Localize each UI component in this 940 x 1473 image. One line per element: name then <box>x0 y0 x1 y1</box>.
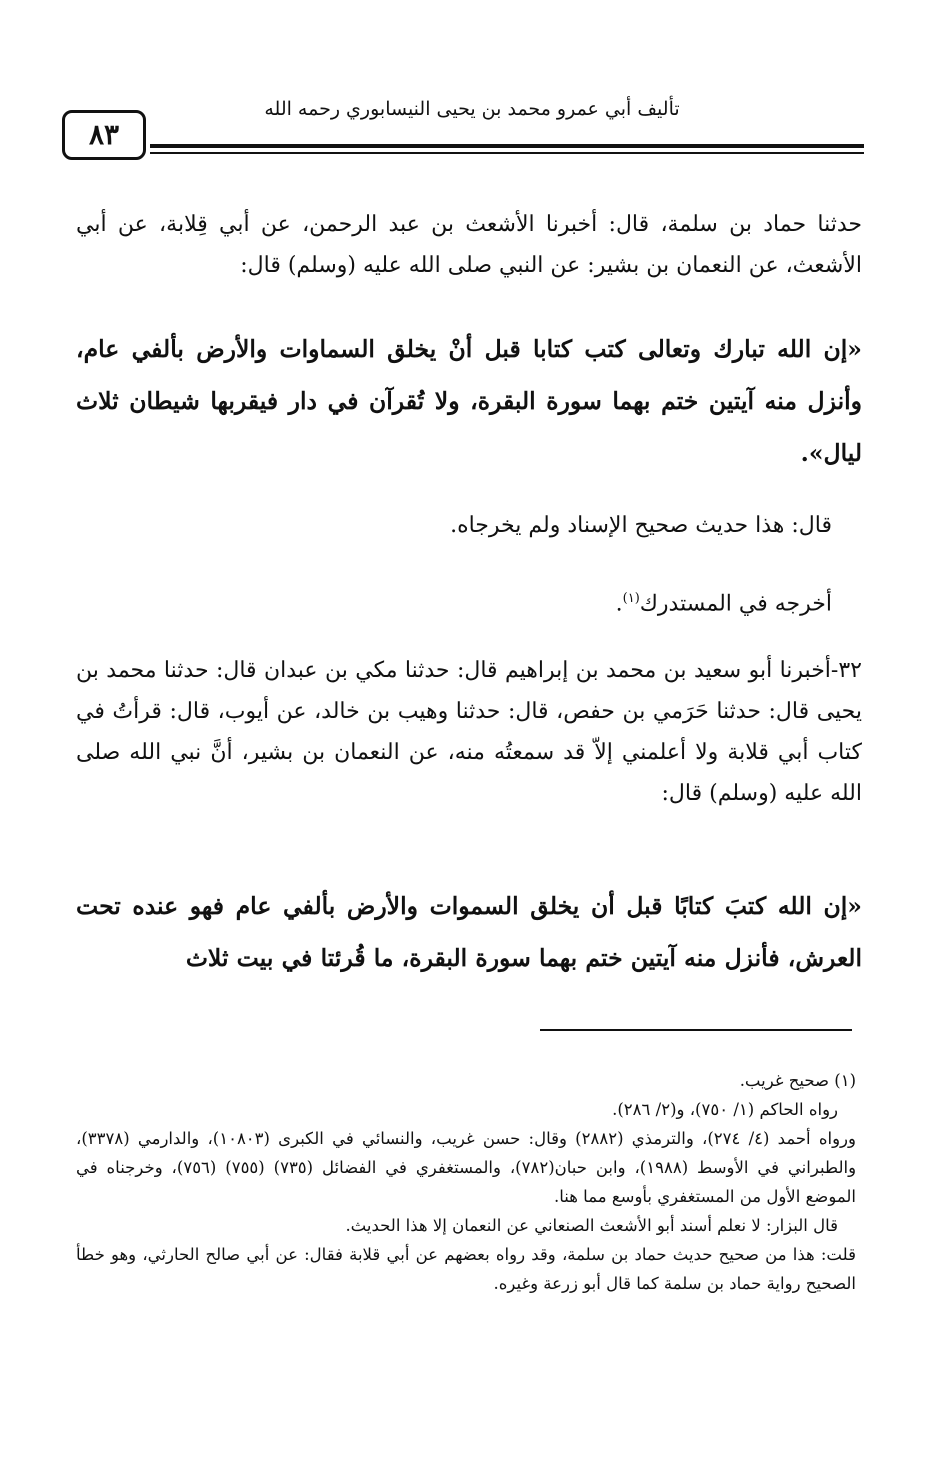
header-rule-thick <box>150 144 864 148</box>
footnotes <box>76 1066 856 1298</box>
source-end: . <box>615 591 623 617</box>
footnote-line: ورواه أحمد (٤/ ٢٧٤)، والترمذي (٢٨٨٢) وقال: حسن غريب، والنسائي في الكبرى (١٠٨٠٣)، والدارمي (٣٣٧٨)، والطبراني في الأوسط (١٩٨٨)، وابن حبان(٧٨٢)، والمستغفري في الفضائل (٧٣٥) (٧٥٥) (٧٥٦)، وخرجناه في الموضع الأول من المستغفري بأوسع مما هنا. <box>76 1129 857 1206</box>
page-number: ٨٣ <box>88 118 120 151</box>
footnote-separator <box>540 1029 852 1031</box>
source-text: أخرجه في المستدرك <box>639 591 832 617</box>
paragraph-isnad: حدثنا حماد بن سلمة، قال: أخبرنا الأشعث بن عبد الرحمن، عن أبي قِلابة، عن أبي الأشعث، عن النعمان بن بشير: عن النبي صلى الله عليه (وسلم) قال: <box>76 212 862 278</box>
footnote-line: (١) صحيح غريب. <box>739 1071 856 1090</box>
paragraph-isnad-32: ٣٢-أخبرنا أبو سعيد بن محمد بن إبراهيم قال: حدثنا مكي بن عبدان قال: حدثنا محمد بن يحيى قال: حدثنا حَرَمي بن حفص، قال: حدثنا وهيب بن خالد، عن أيوب، قال: قرأتُ في كتاب أبي قلابة ولا أعلمني إلاّ قد سمعتُه منه، عن النعمان بن بشير، أنَّ نبي الله صلى الله عليه (وسلم) قال: <box>76 658 863 806</box>
page-number-box <box>62 110 146 160</box>
paragraph-grading: قال: هذا حديث صحيح الإسناد ولم يخرجاه. <box>450 513 832 538</box>
header-rule-thin <box>150 152 864 154</box>
paragraph-source <box>76 578 832 624</box>
paragraph-hadith-2: «إن الله كتبَ كتابًا قبل أن يخلق السموات والأرض بألفي عام فهو عنده تحت العرش، فأنزل منه آيتين ختم بهما سورة البقرة، ما قُرئتا في بيت ثلاث <box>76 892 862 972</box>
footnote-line: قلت: هذا من صحيح حديث حماد بن سلمة، وقد رواه بعضهم عن أبي قلابة فقال: عن أبي صالح الحارثي، وهو خطأ الصحيح رواية حماد بن سلمة كما قال أبو زرعة وغيره. <box>76 1245 856 1293</box>
footnote-line: رواه الحاكم (١/ ٧٥٠)، و(٢/ ٢٨٦). <box>612 1100 838 1119</box>
running-head: تأليف أبي عمرو محمد بن يحيى النيسابوري رحمه الله <box>264 98 680 120</box>
paragraph-hadith-1: «إن الله تبارك وتعالى كتب كتابا قبل أنْ يخلق السماوات والأرض بألفي عام، وأنزل منه آيتين ختم بهما سورة البقرة، ولا تُقرآن في دار فيقربها شيطان ثلاث ليال». <box>76 335 862 467</box>
footnote-line: قال البزار: لا نعلم أسند أبو الأشعث الصنعاني عن النعمان إلا هذا الحديث. <box>345 1216 838 1235</box>
footnote-ref[interactable]: (١) <box>622 591 640 606</box>
